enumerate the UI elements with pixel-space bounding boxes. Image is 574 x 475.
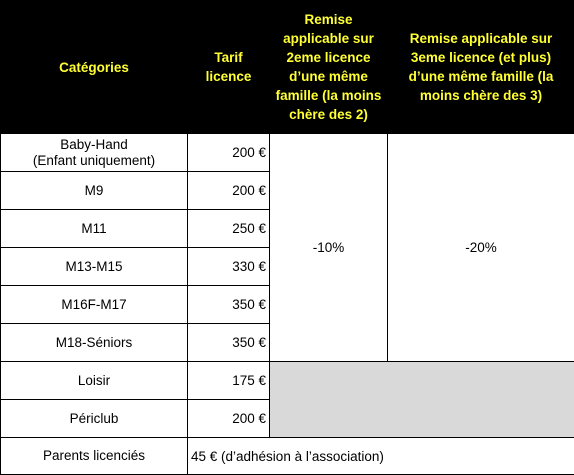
header-categories: Catégories bbox=[1, 1, 188, 134]
price-cell: 200 € bbox=[188, 172, 270, 210]
price-cell: 175 € bbox=[188, 362, 270, 400]
discount-3rd-cell: -20% bbox=[388, 134, 574, 362]
table-row bbox=[1, 362, 574, 400]
price-cell: 200 € bbox=[188, 400, 270, 438]
discount-2nd-cell: -10% bbox=[270, 134, 388, 362]
category-cell: Loisir bbox=[1, 362, 188, 400]
header-remise-3eme: Remise applicable sur 3eme licence (et plus) d’une même famille (la moins chère des 3) bbox=[388, 1, 574, 134]
header-row bbox=[1, 1, 574, 134]
category-cell: M16F-M17 bbox=[1, 286, 188, 324]
category-cell: M18-Séniors bbox=[1, 324, 188, 362]
header-remise-2eme: Remise applicable sur 2eme licence d’une même famille (la moins chère des 2) bbox=[270, 1, 388, 134]
price-cell: 330 € bbox=[188, 248, 270, 286]
table-row bbox=[1, 134, 574, 172]
price-cell: 200 € bbox=[188, 134, 270, 172]
price-cell: 350 € bbox=[188, 286, 270, 324]
category-cell: M9 bbox=[1, 172, 188, 210]
price-cell: 350 € bbox=[188, 324, 270, 362]
category-cell: Baby-Hand (Enfant uniquement) bbox=[1, 134, 188, 172]
parents-row bbox=[1, 438, 574, 475]
price-cell: 250 € bbox=[188, 210, 270, 248]
table-header bbox=[1, 1, 574, 134]
empty-grey-cell bbox=[270, 362, 574, 438]
table-body bbox=[1, 134, 574, 475]
category-cell: Périclub bbox=[1, 400, 188, 438]
parents-value: 45 € (d’adhésion à l’association) bbox=[188, 438, 574, 475]
header-tarif: Tarif licence bbox=[188, 1, 270, 134]
category-cell: M11 bbox=[1, 210, 188, 248]
category-cell: M13-M15 bbox=[1, 248, 188, 286]
parents-label: Parents licenciés bbox=[1, 438, 188, 475]
